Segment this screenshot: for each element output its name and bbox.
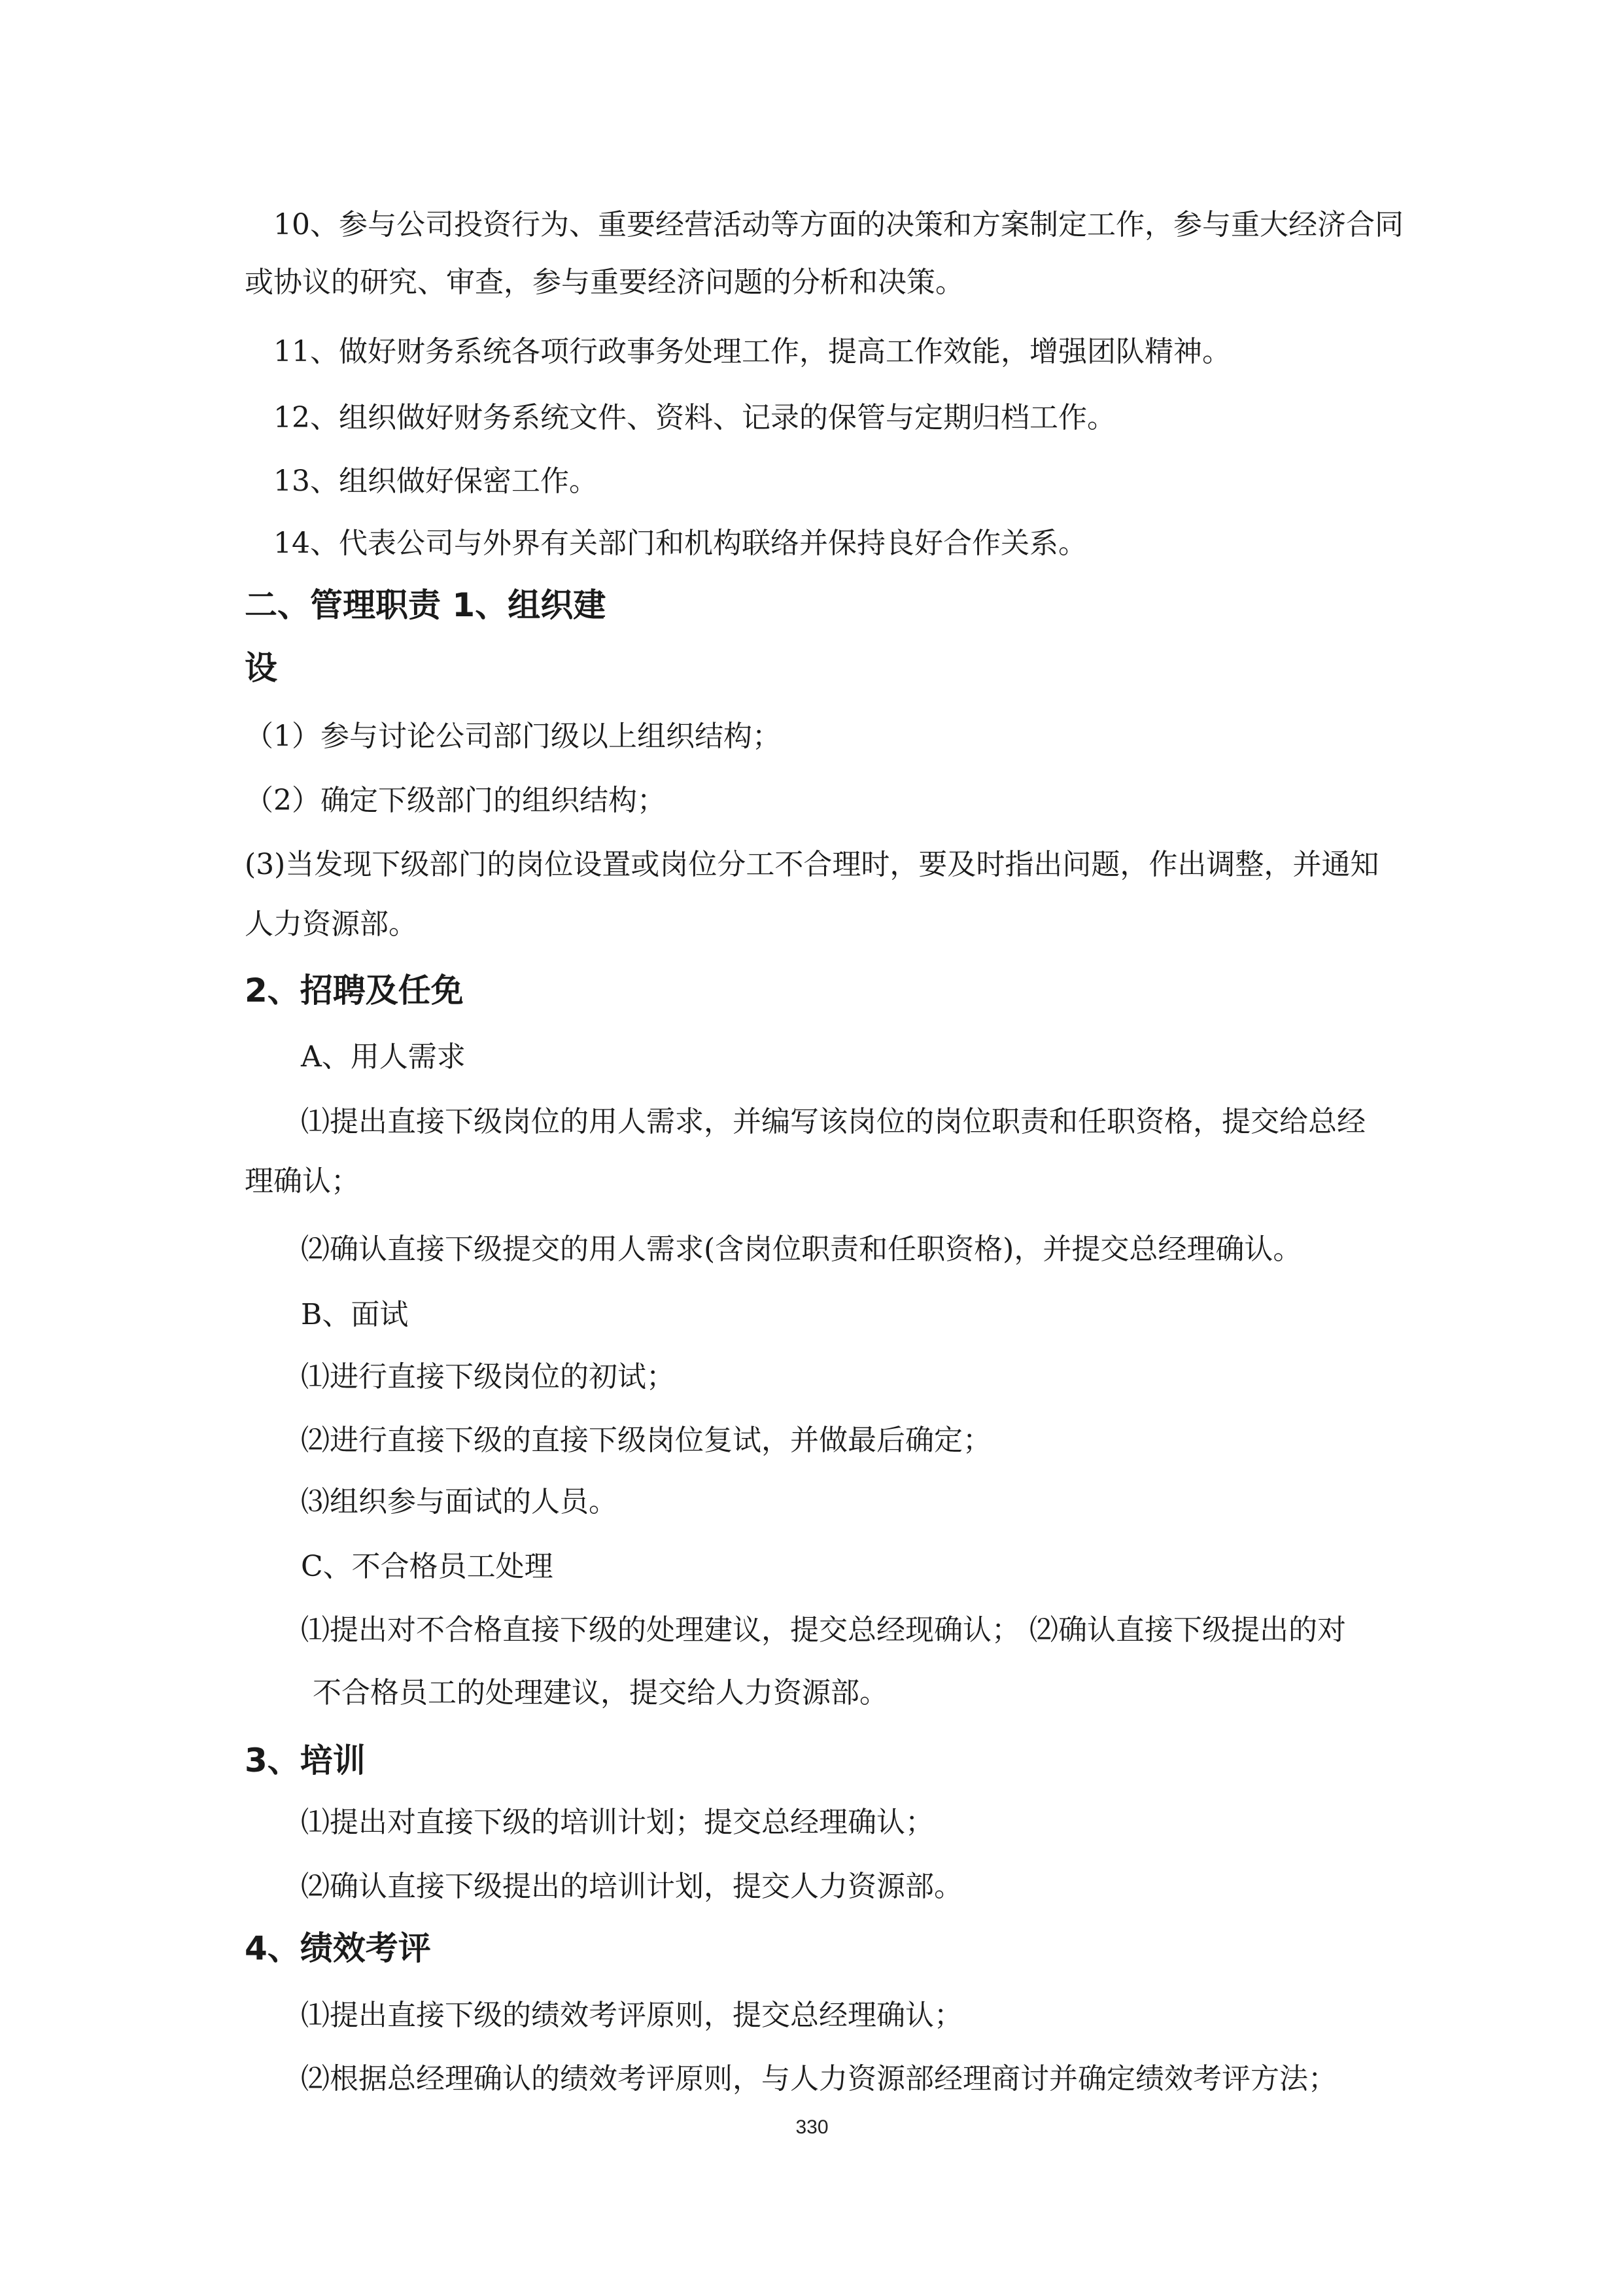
item-14: 14、代表公司与外界有关部门和机构联络并保持良好合作关系。 <box>273 527 1087 560</box>
org-point-3-line-1: (3)当发现下级部门的岗位设置或岗位分工不合理时，要及时指出问题，作出调整，并通知 <box>245 848 1379 881</box>
org-point-1: （1）参与讨论公司部门级以上组织结构； <box>245 720 781 753</box>
recruit-a1-line-2: 理确认； <box>245 1165 360 1198</box>
item-13: 13、组织做好保密工作。 <box>273 464 598 498</box>
org-point-2: （2）确定下级部门的组织结构； <box>245 784 666 817</box>
item-10-line-1: 10、参与公司投资行为、重要经营活动等方面的决策和方案制定工作，参与重大经济合同 <box>273 208 1404 241</box>
item-11: 11、做好财务系统各项行政事务处理工作，提高工作效能，增强团队精神。 <box>273 335 1231 368</box>
recruit-b1: ⑴进行直接下级岗位的初试； <box>301 1360 675 1393</box>
performance-point-2: ⑵根据总经理确认的绩效考评原则，与人力资源部经理商讨并确定绩效考评方法； <box>301 2062 1337 2095</box>
section-heading-line-2: 设 <box>245 649 277 687</box>
item-12: 12、组织做好财务系统文件、资料、记录的保管与定期归档工作。 <box>273 401 1116 434</box>
recruit-heading: 2、招聘及任免 <box>245 972 464 1009</box>
section-heading-line-1: 二、管理职责 1、组织建 <box>245 586 606 624</box>
recruit-b2: ⑵进行直接下级的直接下级岗位复试，并做最后确定； <box>301 1424 992 1457</box>
recruit-b3: ⑶组织参与面试的人员。 <box>301 1485 617 1518</box>
page-number: 330 <box>795 2116 829 2138</box>
performance-heading: 4、绩效考评 <box>245 1929 431 1967</box>
recruit-c1-line-1: ⑴提出对不合格直接下级的处理建议，提交总经现确认； ⑵确认直接下级提出的对 <box>301 1613 1346 1647</box>
recruit-c-title: C、不合格员工处理 <box>301 1550 553 1583</box>
recruit-a2: ⑵确认直接下级提交的用人需求(含岗位职责和任职资格)，并提交总经理确认。 <box>301 1233 1302 1266</box>
org-point-3-line-2: 人力资源部。 <box>245 907 417 941</box>
performance-point-1: ⑴提出直接下级的绩效考评原则，提交总经理确认； <box>301 1999 963 2032</box>
training-heading: 3、培训 <box>245 1742 366 1779</box>
recruit-a1-line-1: ⑴提出直接下级岗位的用人需求，并编写该岗位的岗位职责和任职资格，提交给总经 <box>301 1105 1366 1138</box>
recruit-a-title: A、用人需求 <box>301 1040 466 1074</box>
training-point-2: ⑵确认直接下级提出的培训计划，提交人力资源部。 <box>301 1870 963 1903</box>
training-point-1: ⑴提出对直接下级的培训计划；提交总经理确认； <box>301 1806 934 1839</box>
item-10-line-2: 或协议的研究、审查，参与重要经济问题的分析和决策。 <box>245 266 964 299</box>
recruit-b-title: B、面试 <box>301 1298 409 1331</box>
recruit-c1-line-2: 不合格员工的处理建议，提交给人力资源部。 <box>313 1676 888 1709</box>
